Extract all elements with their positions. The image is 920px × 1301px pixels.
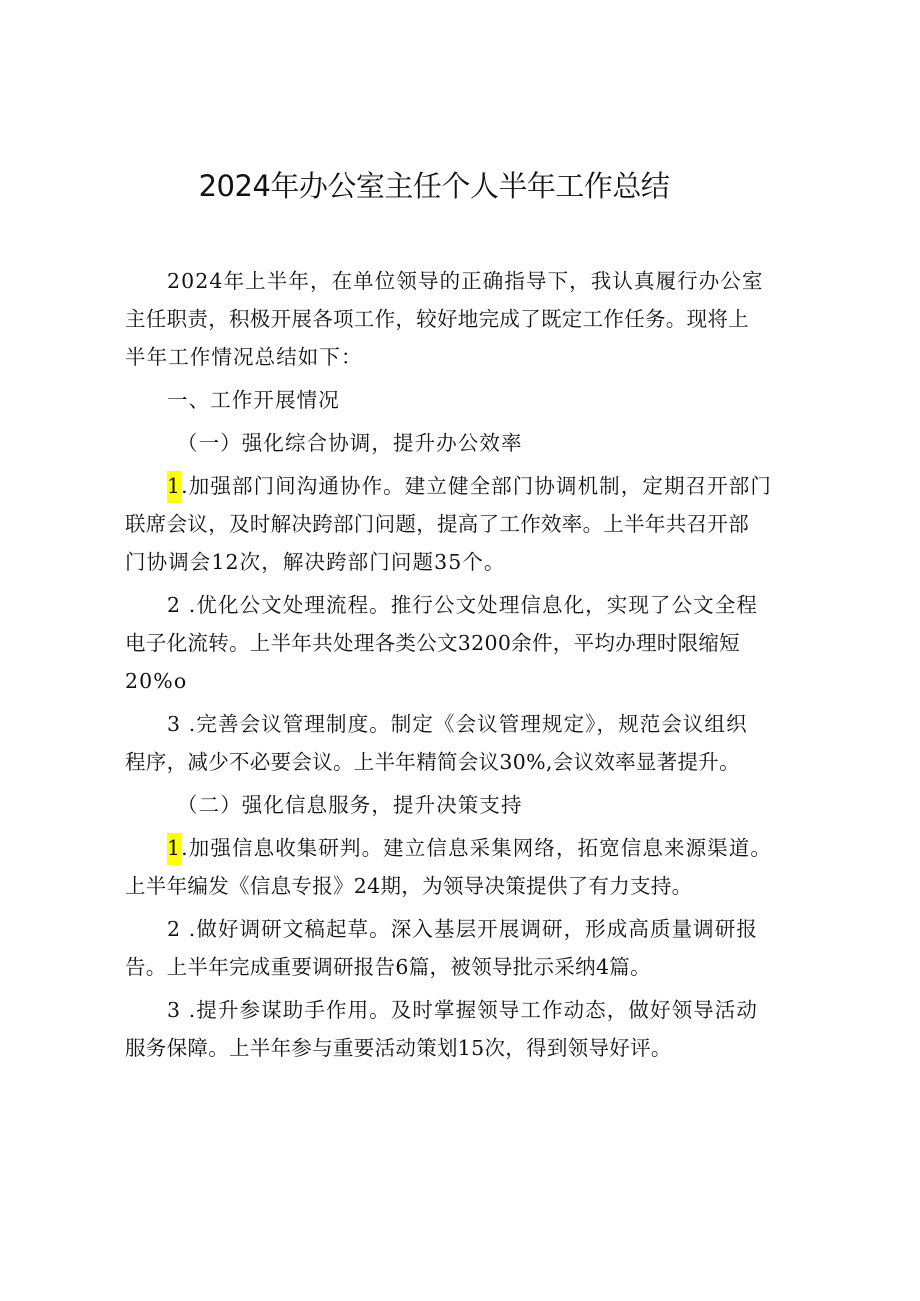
- subsection-heading-text: （二）强化信息服务，提升决策支持: [177, 793, 523, 817]
- list-item-text: .加强部门间沟通协作。建立健全部门协调机制，定期召开部门: [181, 474, 772, 498]
- intro-line: 主任职责，积极开展各项工作，较好地完成了既定工作任务。现将上: [125, 307, 749, 331]
- list-item-line: 电子化流转。上半年共处理各类公文3200余件，平均办理时限缩短: [125, 631, 740, 655]
- list-item: [125, 586, 815, 700]
- list-item-text: .加强信息收集研判。建立信息采集网络，拓宽信息来源渠道。: [181, 836, 772, 860]
- list-item-line: 程序，减少不必要会议。上半年精简会议30%,会议效率显著提升。: [125, 750, 740, 774]
- intro-line: 2024年上半年，在单位领导的正确指导下，我认真履行办公室: [167, 269, 764, 293]
- section-heading: [125, 381, 815, 419]
- intro-line: 半年工作情况总结如下：: [125, 345, 363, 369]
- list-item-line: 3 .提升参谋助手作用。及时掌握领导工作动态，做好领导活动: [167, 998, 758, 1022]
- subsection-heading: [125, 424, 815, 462]
- list-item-line: [125, 467, 815, 505]
- list-item-line: 2 .做好调研文稿起草。深入基层开展调研，形成高质量调研报: [167, 917, 758, 941]
- document-title: 2024年办公室主任个人半年工作总结: [198, 169, 670, 203]
- list-item-line: 2 .优化公文处理流程。推行公文处理信息化，实现了公文全程: [167, 593, 758, 617]
- list-item: [125, 705, 815, 781]
- list-item-line: 3 .完善会议管理制度。制定《会议管理规定》，规范会议组织: [167, 712, 748, 736]
- list-item: [125, 991, 815, 1067]
- highlighted-number: 1: [167, 471, 181, 503]
- list-item: [125, 829, 815, 905]
- highlighted-number: 1: [167, 833, 181, 865]
- list-item-line: [125, 829, 815, 867]
- subsection-heading: [125, 786, 815, 824]
- list-item-line: 告。上半年完成重要调研报告6篇，被领导批示采纳4篇。: [125, 955, 651, 979]
- list-item: [125, 467, 815, 581]
- list-item: [125, 910, 815, 986]
- list-item-line: 20%o: [125, 669, 188, 693]
- list-item-line: 服务保障。上半年参与重要活动策划15次，得到领导好评。: [125, 1036, 672, 1060]
- subsection-heading-text: （一）强化综合协调，提升办公效率: [177, 431, 523, 455]
- intro-paragraph: [125, 262, 815, 376]
- section-heading-text: 一、工作开展情况: [167, 388, 340, 412]
- list-item-line: 联席会议，及时解决跨部门问题，提高了工作效率。上半年共召开部: [125, 512, 749, 536]
- document-body: [125, 262, 815, 1072]
- list-item-line: 门协调会12次，解决跨部门问题35个。: [125, 550, 506, 574]
- list-item-line: 上半年编发《信息专报》24期，为领导决策提供了有力支持。: [125, 874, 693, 898]
